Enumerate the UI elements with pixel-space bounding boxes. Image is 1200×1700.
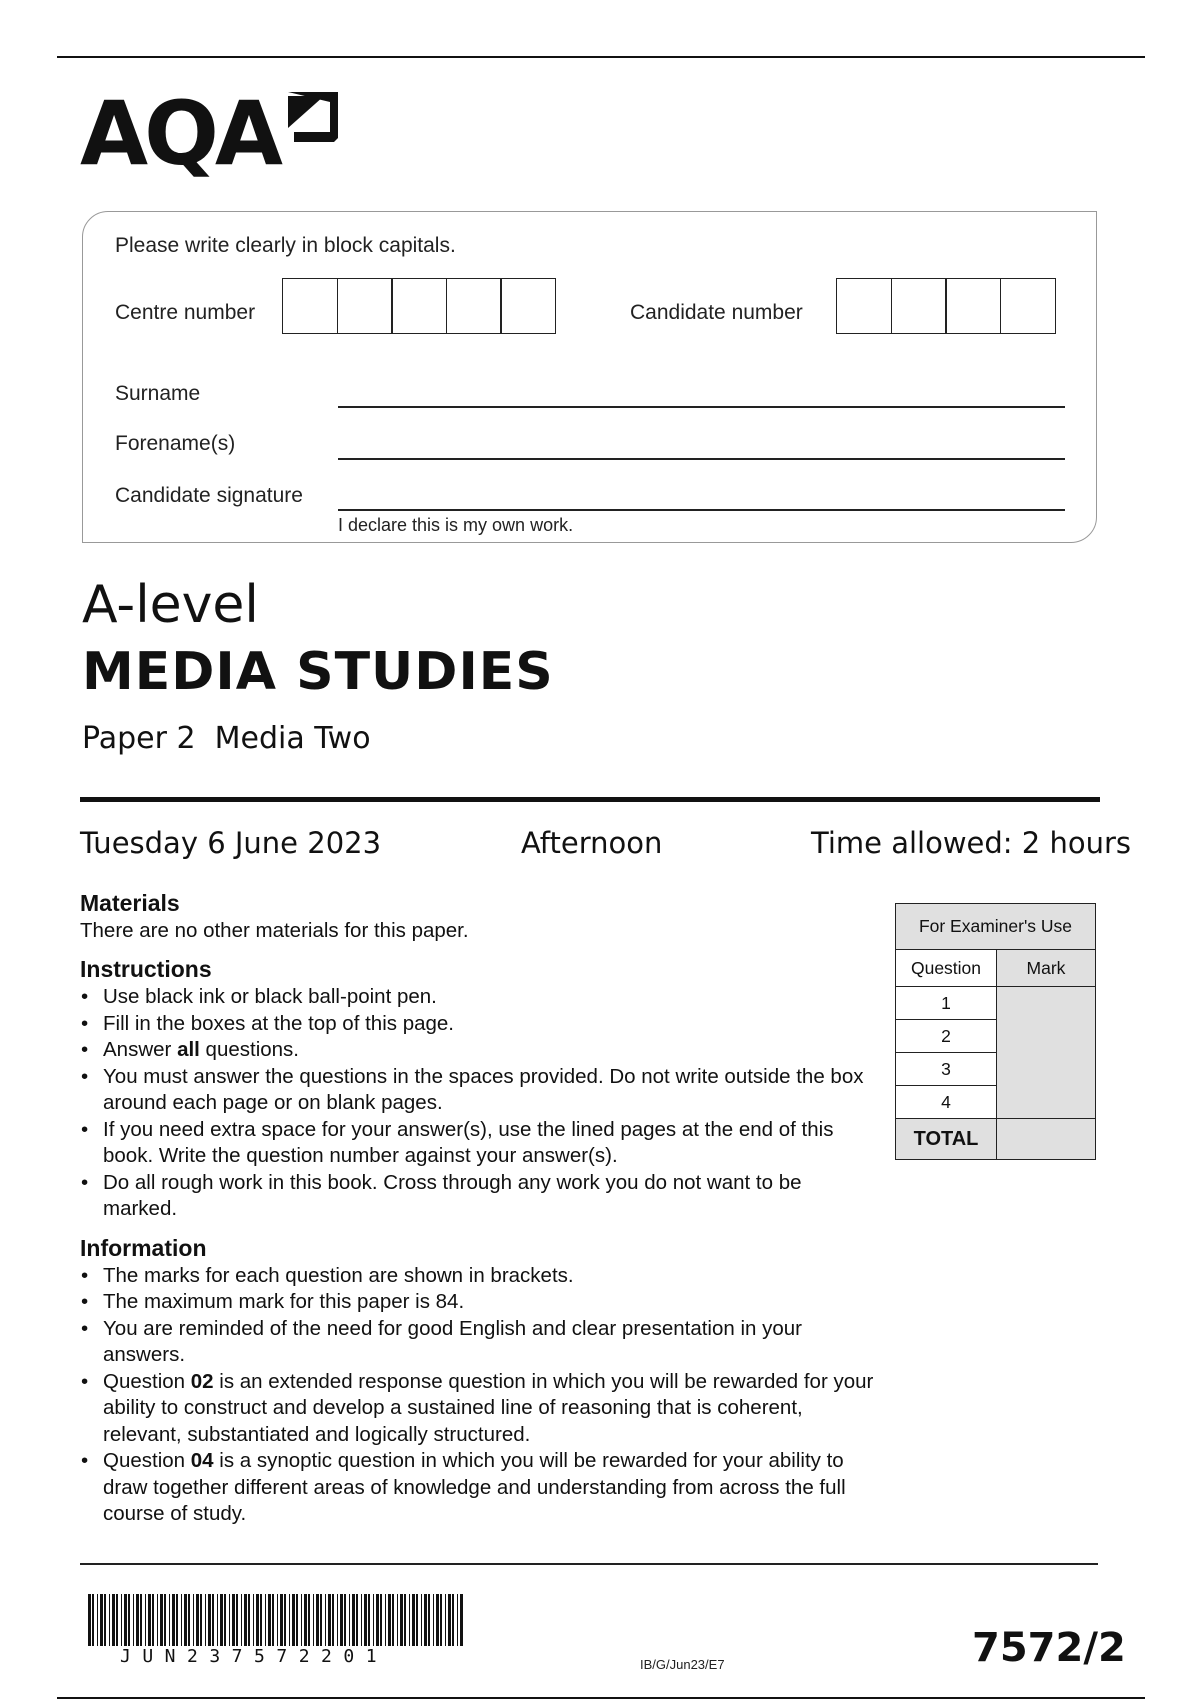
candidate-number-digit[interactable]	[836, 278, 892, 334]
question-number-cell: 3	[896, 1053, 997, 1086]
information-item: • Question 02 is an extended response question in which you will be rewarded for your ability to construct and develop a sustained line of reasoning that is coherent, relevant, substantiated and logically structured.	[103, 1369, 880, 1449]
instruction-item: • If you need extra space for your answer(s), use the lined pages at the end of this book. Write the question number against your answer(s).	[103, 1117, 880, 1170]
materials-text: There are no other materials for this paper.	[80, 919, 469, 942]
barcode-number: JUN237572201	[120, 1646, 389, 1667]
block-capitals-instruction: Please write clearly in block capitals.	[115, 234, 456, 257]
instruction-item: • You must answer the questions in the spaces provided. Do not write outside the box around each page or on blank pages.	[103, 1064, 880, 1117]
materials-heading: Materials	[80, 890, 180, 916]
instruction-item: • Answer all questions.	[103, 1037, 880, 1064]
instruction-item: • Do all rough work in this book. Cross through any work you do not want to be marked.	[103, 1170, 880, 1223]
information-item: • You are reminded of the need for good English and clear presentation in your answers.	[103, 1316, 880, 1369]
instruction-item: • Use black ink or black ball-point pen.	[103, 984, 880, 1011]
declaration-text: I declare this is my own work.	[338, 515, 574, 535]
centre-number-boxes[interactable]	[282, 278, 555, 334]
question-column-header: Question	[896, 950, 997, 987]
examiner-table-title: For Examiner's Use	[896, 904, 1096, 950]
signature-label: Candidate signature	[115, 484, 303, 507]
paper-title: Paper 2 Media Two	[82, 721, 371, 756]
bottom-rule	[57, 1697, 1145, 1699]
aqa-logo-mark-icon	[284, 88, 342, 146]
instructions-list	[80, 984, 880, 1223]
footer-rule	[80, 1563, 1098, 1565]
candidate-number-label: Candidate number	[630, 301, 803, 324]
centre-number-digit[interactable]	[446, 278, 502, 334]
mark-column-header: Mark	[997, 950, 1096, 987]
candidate-number-digit[interactable]	[1000, 278, 1056, 334]
instruction-item: • Fill in the boxes at the top of this page.	[103, 1011, 880, 1038]
surname-label: Surname	[115, 382, 201, 405]
forename-line[interactable]	[338, 458, 1065, 460]
centre-number-digit[interactable]	[337, 278, 393, 334]
aqa-logo	[80, 82, 350, 188]
top-rule	[57, 56, 1145, 58]
information-heading: Information	[80, 1234, 207, 1261]
paper-reference: IB/G/Jun23/E7	[640, 1657, 725, 1672]
candidate-details-box	[82, 211, 1097, 543]
exam-session: Afternoon	[521, 826, 663, 860]
centre-number-label: Centre number	[115, 301, 256, 324]
title-divider	[80, 797, 1100, 802]
subject-title: MEDIA STUDIES	[82, 642, 554, 702]
total-label: TOTAL	[896, 1119, 997, 1160]
logo-text: AQA	[80, 82, 280, 185]
candidate-number-boxes[interactable]	[836, 278, 1054, 334]
instructions-heading: Instructions	[80, 956, 212, 982]
information-item: • The marks for each question are shown in brackets.	[103, 1263, 880, 1290]
paper-code: 7572/2	[972, 1625, 1126, 1671]
signature-line[interactable]	[338, 509, 1065, 511]
information-item: • The maximum mark for this paper is 84.	[103, 1289, 880, 1316]
forename-label: Forename(s)	[115, 432, 236, 455]
candidate-number-digit[interactable]	[891, 278, 947, 334]
instructions-section	[80, 888, 880, 1528]
question-number-cell: 1	[896, 987, 997, 1020]
information-list	[80, 1263, 880, 1528]
barcode-icon	[88, 1594, 468, 1654]
examiner-use-table	[895, 903, 1096, 1160]
question-number-cell: 4	[896, 1086, 997, 1119]
exam-date: Tuesday 6 June 2023	[80, 826, 382, 860]
question-number-cell: 2	[896, 1020, 997, 1053]
mark-cell	[997, 987, 1096, 1119]
time-allowed: Time allowed: 2 hours	[811, 826, 1131, 860]
total-mark-cell	[997, 1119, 1096, 1160]
qualification-level: A-level	[82, 575, 259, 635]
surname-line[interactable]	[338, 406, 1065, 408]
centre-number-digit[interactable]	[282, 278, 338, 334]
candidate-number-digit[interactable]	[945, 278, 1001, 334]
centre-number-digit[interactable]	[500, 278, 556, 334]
information-item: • Question 04 is a synoptic question in which you will be rewarded for your ability to draw together different areas of knowledge and understanding from across the full course of study.	[103, 1448, 880, 1528]
centre-number-digit[interactable]	[391, 278, 447, 334]
